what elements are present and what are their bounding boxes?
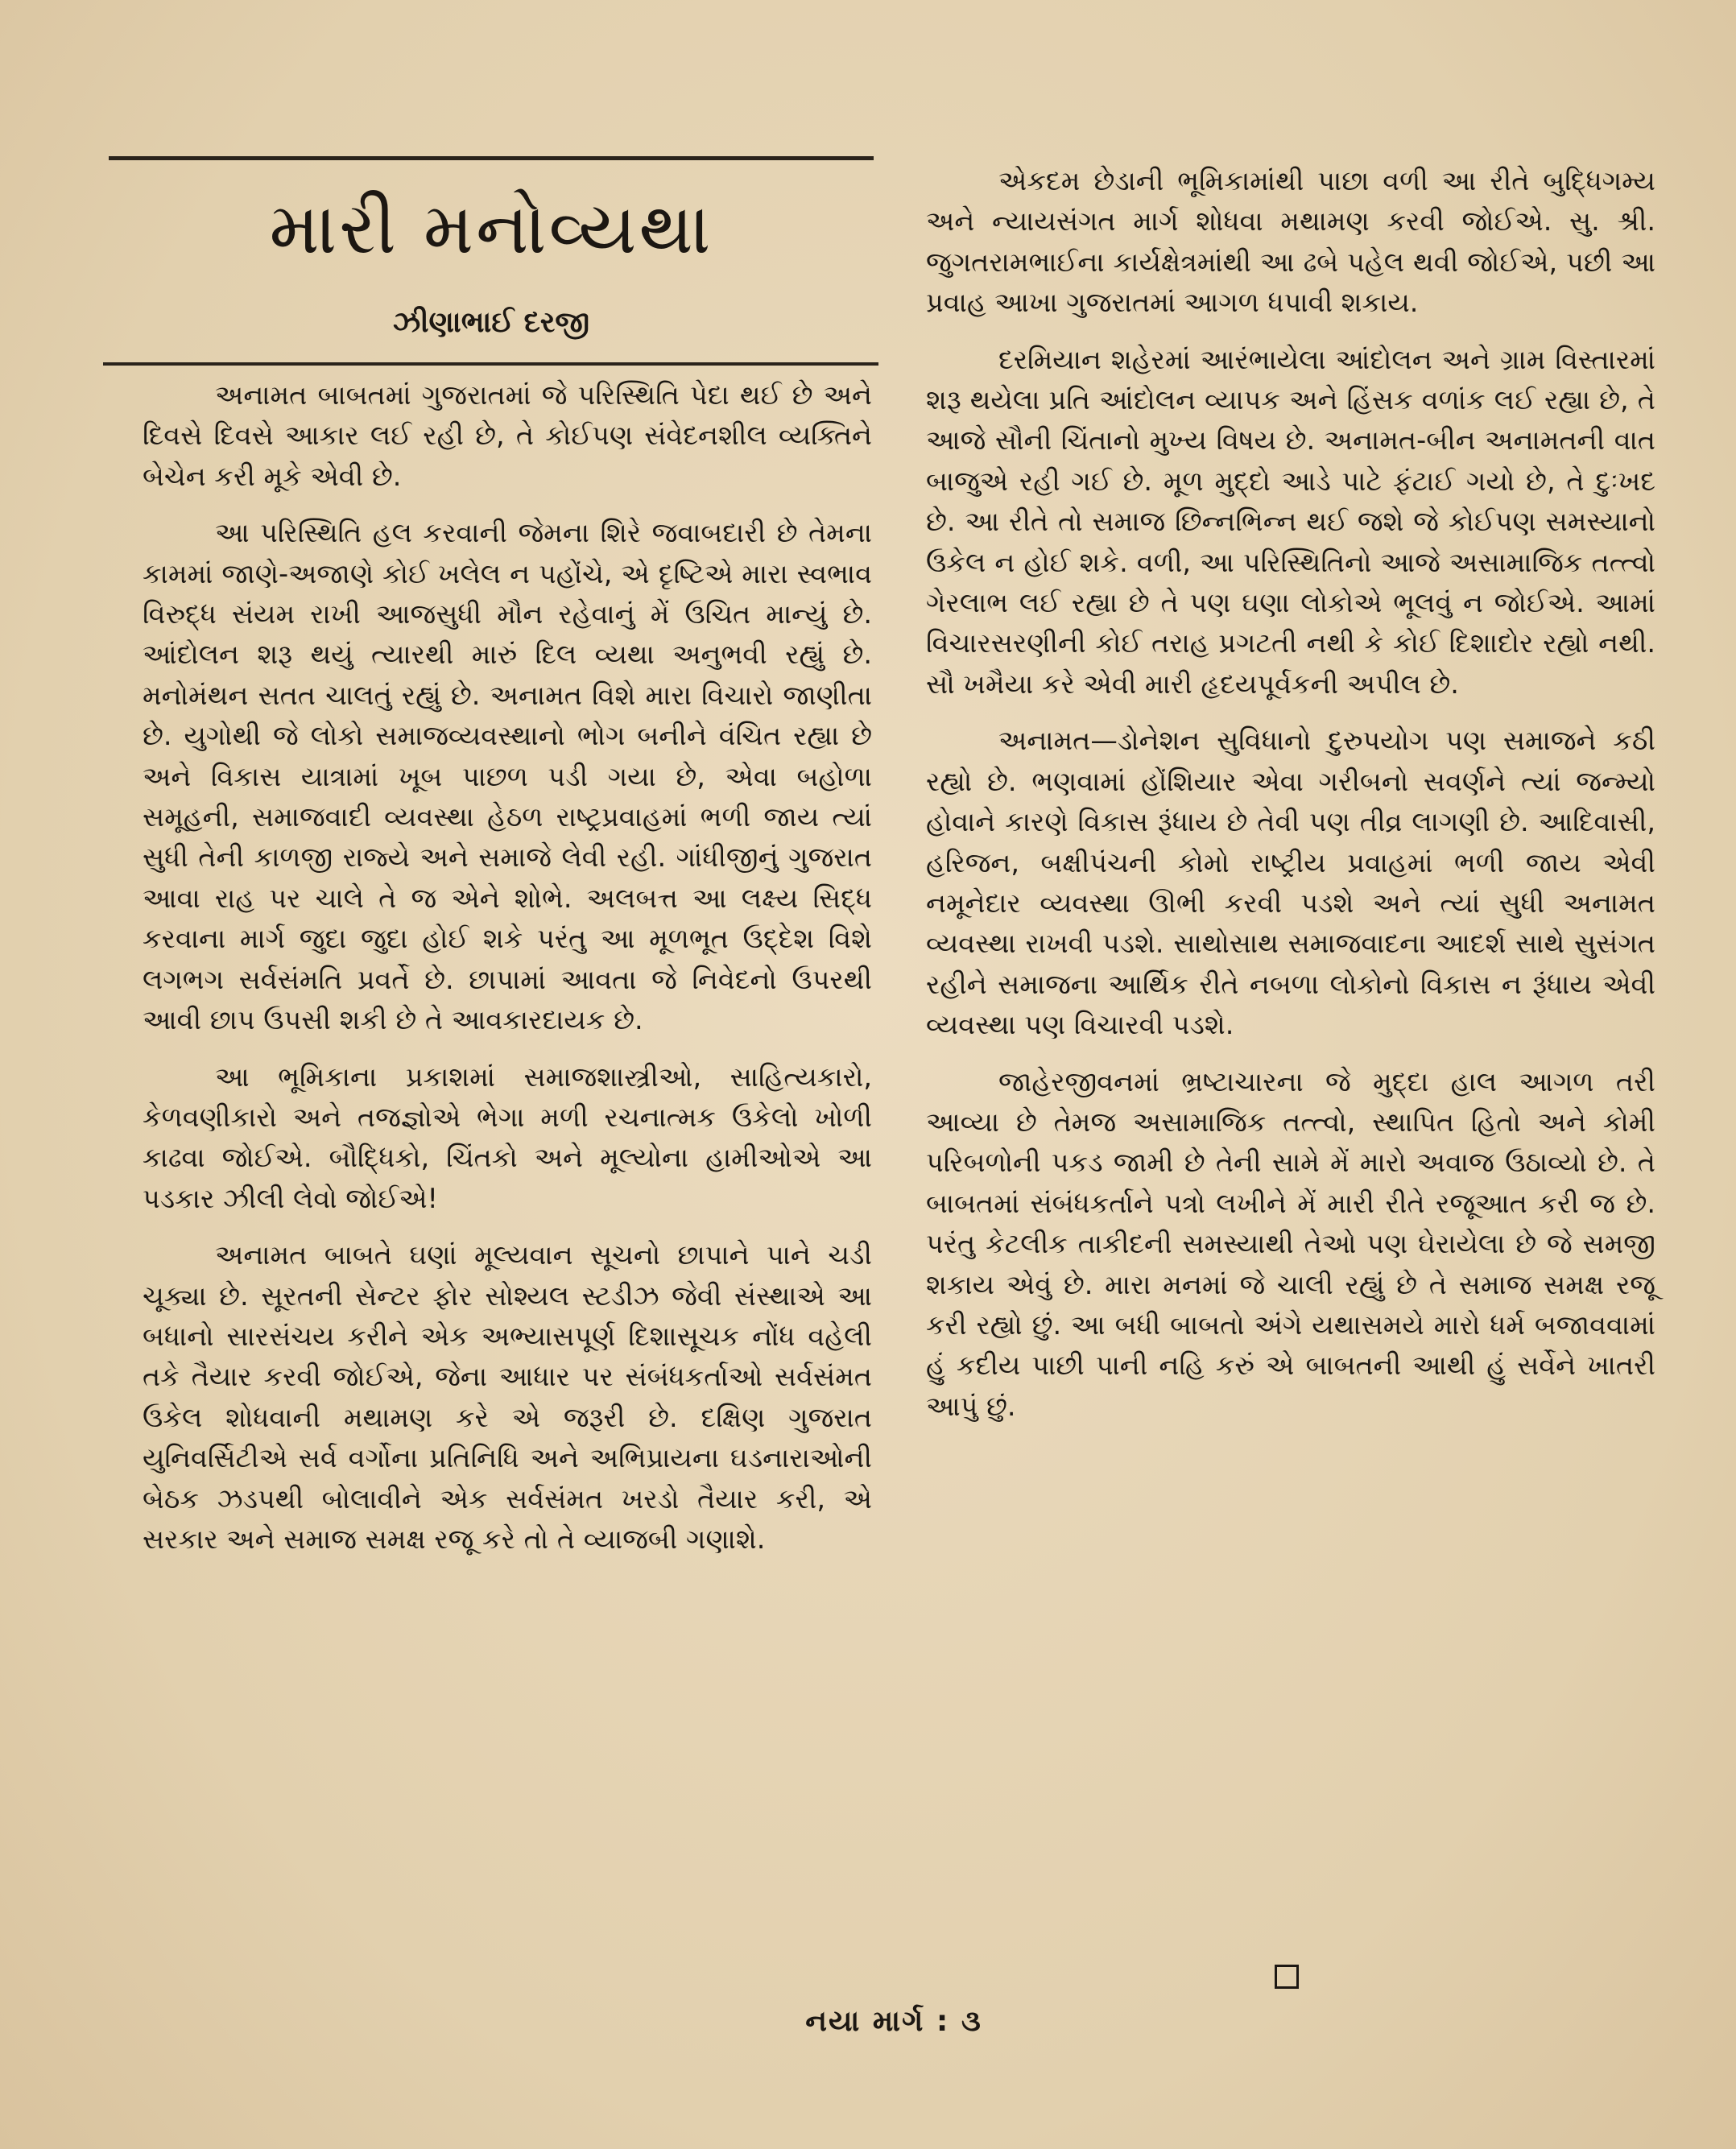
article-author: ઝીણાભાઈ દરજી xyxy=(392,306,590,339)
paragraph: આ પરિસ્થિતિ હલ કરવાની જેમના શિરે જવાબદારી છે તેમના કામમાં જાણે-અજાણે કોઈ ખલેલ ન પહોંચે, એ દૃષ્ટિએ મારા સ્વભાવ વિરુદ્ધ સંયમ રાખી આજસુધી મૌન રહેવાનું મેં ઉચિત માન્યું છે. આંદોલન શરૂ થયું ત્યારથી મારું દિલ વ્યથા અનુભવી રહ્યું છે. મનોમંથન સતત ચાલતું રહ્યું છે. અનામત વિશે મારા વિચારો જાણીતા છે. યુગોથી જે લોકો સમાજવ્યવસ્થાનો ભોગ બનીને વંચિત રહ્યા છે અને વિકાસ યાત્રામાં ખૂબ પાછળ પડી ગયા છે, એવા બહોળા સમૂહની, સમાજવાદી વ્યવસ્થા હેઠળ રાષ્ટ્રપ્રવાહમાં ભળી જાય ત્યાં સુધી તેની કાળજી રાજ્યે અને સમાજે લેવી રહી. ગાંધીજીનું ગુજરાત આવા રાહ પર ચાલે તે જ એને શોભે. અલબત્ત આ લક્ષ્ય સિદ્ધ કરવાના માર્ગ જુદા જુદા હોઈ શકે પરંતુ આ મૂળભૂત ઉદ્દેશ વિશે લગભગ સર્વસંમતિ પ્રવર્તે છે. છાપામાં આવતા જે નિવેદનો ઉપરથી આવી છાપ ઉપસી શકી છે તે આવકારદાયક છે. xyxy=(143,517,872,1036)
paragraph: આ ભૂમિકાના પ્રકાશમાં સમાજશાસ્ત્રીઓ, સાહિત્યકારો, કેળવણીકારો અને તજજ્ઞોએ ભેગા મળી રચનાત્મક ઉકેલો ખોળી કાઢવા જોઈએ. બૌદ્ધિકો, ચિંતકો અને મૂલ્યોના હામીઓએ આ પડકાર ઝીલી લેવો જોઈએ! xyxy=(143,1060,872,1214)
title-top-rule xyxy=(109,156,874,160)
article-title: મારી મનોવ્યથા xyxy=(269,187,713,270)
right-column xyxy=(926,161,1655,1443)
paragraph: દરમિયાન શહેરમાં આરંભાયેલા આંદોલન અને ગ્રામ વિસ્તારમાં શરૂ થયેલા પ્રતિ આંદોલન વ્યાપક અને હિંસક વળાંક લઈ રહ્યા છે, તે આજે સૌની ચિંતાનો મુખ્ય વિષય છે. અનામત-બીન અનામતની વાત બાજુએ રહી ગઈ છે. મૂળ મુદ્દો આડે પાટે ફંટાઈ ગયો છે, તે દુઃખદ છે. આ રીતે તો સમાજ છિન્નભિન્ન થઈ જશે જે કોઈપણ સમસ્યાનો ઉકેલ ન હોઈ શકે. વળી, આ પરિસ્થિતિનો આજે અસામાજિક તત્ત્વો ગેરલાભ લઈ રહ્યા છે તે પણ ઘણા લોકોએ ભૂલવું ન જોઈએ. આમાં વિચારસરણીની કોઈ તરાહ પ્રગટતી નથી કે કોઈ દિશાદોર રહ્યો નથી. સૌ ખમૈયા કરે એવી મારી હૃદયપૂર્વકની અપીલ છે. xyxy=(926,343,1655,700)
article-end-mark xyxy=(1275,1965,1299,1989)
paragraph: અનામત બાબતમાં ગુજરાતમાં જે પરિસ્થિતિ પેદા થઈ છે અને દિવસે દિવસે આકાર લઈ રહી છે, તે કોઈપણ સંવેદનશીલ વ્યક્તિને બેચેન કરી મૂકે એવી છે. xyxy=(143,379,872,492)
title-bottom-rule xyxy=(103,362,878,366)
paragraph: અનામત બાબતે ઘણાં મૂલ્યવાન સૂચનો છાપાને પાને ચડી ચૂક્યા છે. સૂરતની સેન્ટર ફોર સોશ્યલ સ્ટડીઝ જેવી સંસ્થાએ આ બધાનો સારસંચય કરીને એક અભ્યાસપૂર્ણ દિશાસૂચક નોંધ વહેલી તકે તૈયાર કરવી જોઈએ, જેના આધાર પર સંબંધકર્તાઓ સર્વસંમત ઉકેલ શોધવાની મથામણ કરે એ જરૂરી છે. દક્ષિણ ગુજરાત યુનિવર્સિટીએ સર્વ વર્ગોના પ્રતિનિધિ અને અભિપ્રાયના ઘડનારાઓની બેઠક ઝડપથી બોલાવીને એક સર્વસંમત ખરડો તૈયાર કરી, એ સરકાર અને સમાજ સમક્ષ રજૂ કરે તો તે વ્યાજબી ગણાશે. xyxy=(143,1239,872,1555)
paragraph: અનામત—ડોનેશન સુવિધાનો દુરુપયોગ પણ સમાજને કઠી રહ્યો છે. ભણવામાં હોંશિયાર એવા ગરીબનો સવર્ણને ત્યાં જન્મ્યો હોવાને કારણે વિકાસ રૂંધાય છે તેવી પણ તીવ્ર લાગણી છે. આદિવાસી, હરિજન, બક્ષીપંચની કોમો રાષ્ટ્રીય પ્રવાહમાં ભળી જાય એવી નમૂનેદાર વ્યવસ્થા ઊભી કરવી પડશે અને ત્યાં સુધી અનામત વ્યવસ્થા રાખવી પડશે. સાથોસાથ સમાજવાદના આદર્શ સાથે સુસંગત રહીને સમાજના આર્થિક રીતે નબળા લોકોનો વિકાસ ન રૂંધાય એવી વ્યવસ્થા પણ વિચારવી પડશે. xyxy=(926,725,1655,1041)
paragraph: જાહેરજીવનમાં ભ્રષ્ટાચારના જે મુદ્દા હાલ આગળ તરી આવ્યા છે તેમજ અસામાજિક તત્ત્વો, સ્થાપિત હિતો અને કોમી પરિબળોની પકડ જામી છે તેની સામે મેં મારો અવાજ ઉઠાવ્યો છે. તે બાબતમાં સંબંધકર્તાને પત્રો લખીને મેં મારી રીતે રજૂઆત કરી જ છે. પરંતુ કેટલીક તાકીદની સમસ્યાથી તેઓ પણ ઘેરાયેલા છે જે સમજી શકાય એવું છે. મારા મનમાં જે ચાલી રહ્યું છે તે સમાજ સમક્ષ રજૂ કરી રહ્યો છું. આ બધી બાબતો અંગે યથાસમયે મારો ધર્મ બજાવવામાં હું કદીય પાછી પાની નહિ કરું એ બાબતની આથી હું સર્વેને ખાતરી આપું છું. xyxy=(926,1065,1655,1422)
page-footer: નયા માર્ગ : ૩ xyxy=(805,2005,982,2038)
left-column xyxy=(143,375,872,1576)
paragraph: એકદમ છેડાની ભૂમિકામાંથી પાછા વળી આ રીતે બુદ્ધિગમ્ય અને ન્યાયસંગત માર્ગ શોધવા મથામણ કરવી જોઈએ. સુ. શ્રી. જુગતરામભાઈના કાર્યક્ષેત્રમાંથી આ ઢબે પહેલ થવી જોઈએ, પછી આ પ્રવાહ આખા ગુજરાતમાં આગળ ધપાવી શકાય. xyxy=(926,165,1655,319)
